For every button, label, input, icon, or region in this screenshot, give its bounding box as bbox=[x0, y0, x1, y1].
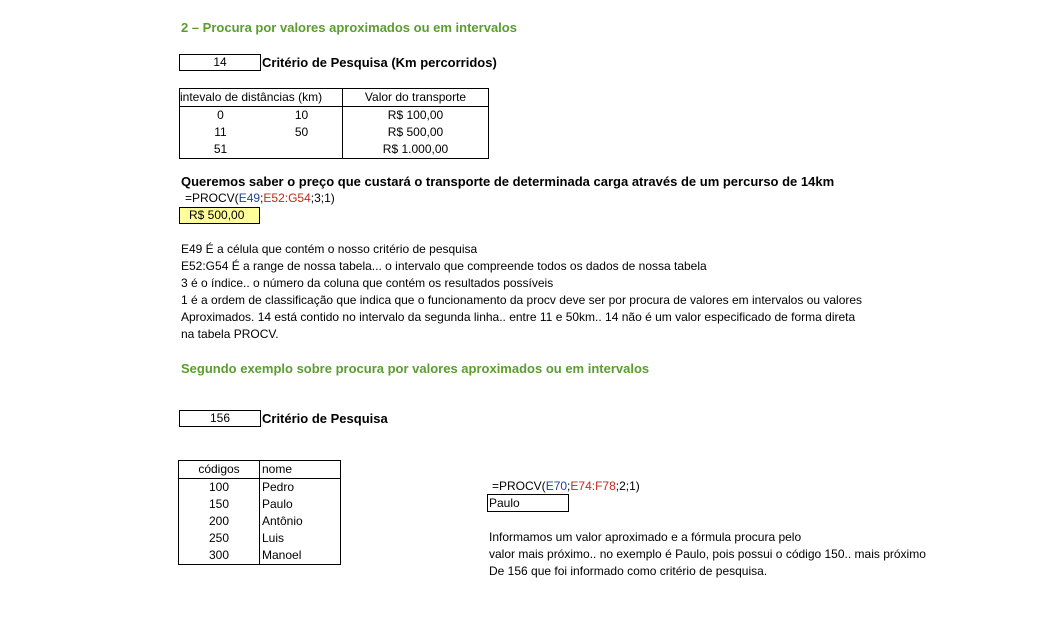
explanation-line: De 156 que foi informado como critério de pesquisa. bbox=[489, 564, 768, 578]
explanation-line: E49 É a célula que contém o nosso critério de pesquisa bbox=[181, 242, 478, 256]
formula-suffix: ;2;1) bbox=[615, 479, 640, 493]
cell-value[interactable]: R$ 100,00 bbox=[387, 108, 444, 122]
explanation-line: na tabela PROCV. bbox=[181, 327, 279, 341]
codes-table bbox=[178, 460, 341, 565]
explanation2 bbox=[489, 529, 926, 580]
table-row bbox=[180, 124, 489, 141]
cell-code[interactable]: 250 bbox=[179, 530, 260, 547]
table-row bbox=[180, 141, 489, 159]
header-name[interactable]: nome bbox=[262, 462, 293, 476]
criterion2-label: Critério de Pesquisa bbox=[262, 411, 388, 426]
result1-cell[interactable]: R$ 500,00 bbox=[179, 207, 260, 224]
formula-ref-criterion: E49 bbox=[238, 191, 261, 205]
formula-ref-criterion: E70 bbox=[545, 479, 568, 493]
cell-to[interactable]: 10 bbox=[261, 107, 343, 125]
header-interval[interactable]: intevalo de distâncias (km) bbox=[180, 89, 343, 107]
explanation-line: Informamos um valor aproximado e a fórmula procura pelo bbox=[489, 530, 802, 544]
formula-suffix: ;3;1) bbox=[310, 191, 335, 205]
criterion1-label: Critério de Pesquisa (Km percorridos) bbox=[262, 55, 497, 70]
cell-from[interactable]: 51 bbox=[213, 142, 228, 156]
criterion2-value-cell[interactable]: 156 bbox=[179, 410, 261, 427]
formula2[interactable] bbox=[492, 478, 640, 495]
criterion1-value-cell[interactable]: 14 bbox=[179, 54, 261, 71]
explanation-line: Aproximados. 14 está contido no intervalo da segunda linha.. entre 11 e 50km.. 14 não é um valor especificado de forma direta bbox=[181, 310, 856, 324]
result2-cell[interactable]: Paulo bbox=[487, 494, 569, 512]
formula1[interactable] bbox=[185, 190, 335, 207]
cell-to[interactable] bbox=[261, 141, 343, 159]
table-row bbox=[179, 479, 341, 497]
table-row bbox=[180, 107, 489, 125]
cell-code[interactable]: 300 bbox=[179, 547, 260, 565]
explanation-line: 3 é o índice.. o número da coluna que contém os resultados possíveis bbox=[181, 276, 554, 290]
distance-table bbox=[179, 88, 489, 159]
section1-title: 2 – Procura por valores aproximados ou em intervalos bbox=[181, 20, 517, 35]
cell-from[interactable]: 11 bbox=[214, 125, 227, 139]
formula-prefix: =PROCV( bbox=[492, 479, 546, 493]
formula-sep: ; bbox=[260, 191, 264, 205]
formula-prefix: =PROCV( bbox=[185, 191, 239, 205]
table-row bbox=[179, 496, 341, 513]
section2-title: Segundo exemplo sobre procura por valores aproximados ou em intervalos bbox=[181, 361, 650, 376]
table-row bbox=[179, 547, 341, 565]
question-text: Queremos saber o preço que custará o transporte de determinada carga através de um percurso de 14km bbox=[181, 174, 835, 189]
cell-name[interactable]: Antônio bbox=[262, 514, 303, 528]
cell-from[interactable]: 0 bbox=[217, 108, 224, 122]
formula-ref-range: E52:G54 bbox=[263, 191, 311, 205]
header-codes[interactable]: códigos bbox=[179, 461, 260, 479]
table-row bbox=[179, 513, 341, 530]
formula-ref-range: E74:F78 bbox=[570, 479, 616, 493]
explanation1 bbox=[181, 241, 862, 343]
cell-to[interactable]: 50 bbox=[261, 124, 343, 141]
explanation-line: 1 é a ordem de classificação que indica que o funcionamento da procv deve ser por procura de valores em intervalos ou valores bbox=[181, 293, 863, 307]
cell-name[interactable]: Pedro bbox=[262, 480, 295, 494]
explanation-line: E52:G54 É a range de nossa tabela... o intervalo que compreende todos os dados de nossa tabela bbox=[181, 259, 707, 273]
table-row bbox=[179, 530, 341, 547]
cell-name[interactable]: Paulo bbox=[262, 497, 293, 511]
cell-value[interactable]: R$ 1.000,00 bbox=[382, 142, 449, 156]
cell-value[interactable]: R$ 500,00 bbox=[387, 125, 444, 139]
cell-code[interactable]: 100 bbox=[179, 479, 260, 497]
cell-code[interactable]: 150 bbox=[179, 496, 260, 513]
formula-sep: ; bbox=[567, 479, 571, 493]
explanation-line: valor mais próximo.. no exemplo é Paulo, pois possui o código 150.. mais próximo bbox=[489, 547, 926, 561]
cell-code[interactable]: 200 bbox=[179, 513, 260, 530]
header-value[interactable]: Valor do transporte bbox=[364, 90, 467, 104]
cell-name[interactable]: Manoel bbox=[262, 548, 302, 562]
cell-name[interactable]: Luis bbox=[262, 531, 285, 545]
